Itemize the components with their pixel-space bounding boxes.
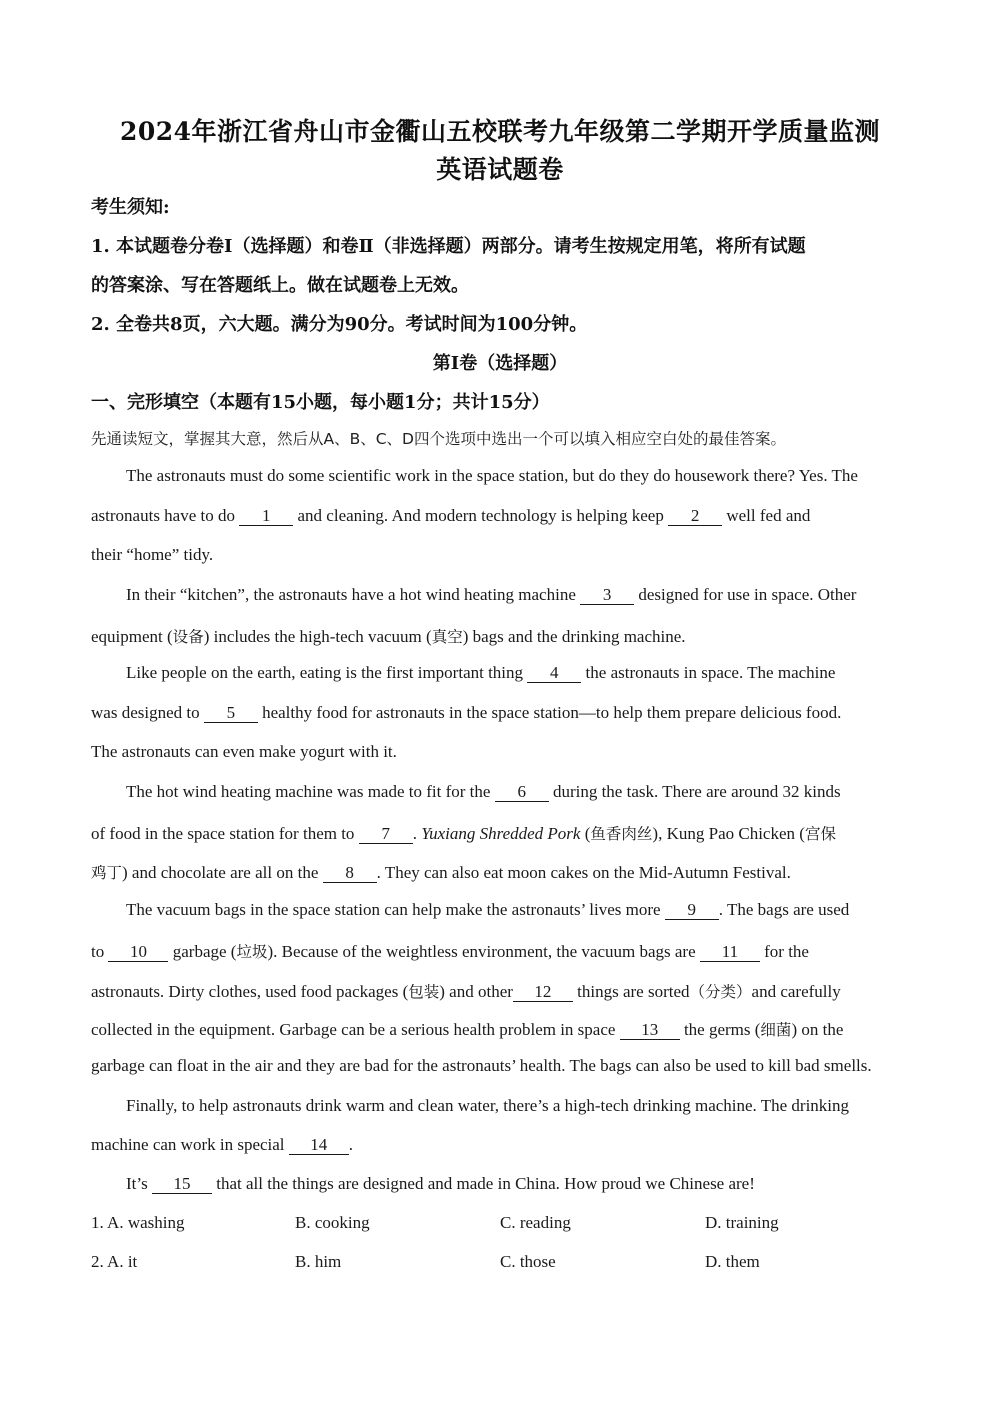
text-run: Finally, to help astronauts drink warm and clean water, there’s a high-tech drinking machine. The drinking (126, 1096, 850, 1115)
part-instruction: 先通读短文，掌握其大意，然后从A、B、C、D四个选项中选出一个可以填入相应空白处的最佳答案。 (91, 430, 786, 448)
q2-option-a: 2. A. it (91, 1252, 138, 1271)
text-run: ( (580, 824, 591, 843)
passage-line (126, 466, 858, 486)
passage-line (126, 782, 841, 802)
blank-6: 6 (495, 783, 549, 802)
text-run: the germs ( (679, 1020, 761, 1039)
cjk-gloss: 细菌 (760, 1021, 792, 1039)
text-run: ) and chocolate are all on the (122, 863, 323, 882)
passage-line (91, 625, 686, 647)
q2-option-b: B. him (295, 1252, 342, 1271)
text-run: The vacuum bags in the space station can help make the astronauts’ lives more (126, 900, 665, 919)
text-run: designed for use in space. Other (634, 585, 857, 604)
q2-option-c: C. those (500, 1252, 556, 1271)
q1-option-b: B. cooking (295, 1213, 370, 1232)
text-run: to (91, 942, 109, 961)
text-run: machine can work in special (91, 1135, 289, 1154)
blank-1: 1 (239, 507, 293, 526)
passage-line (126, 663, 835, 683)
cjk-gloss: 包装 (408, 983, 440, 1001)
passage-line (91, 545, 213, 565)
passage-line (126, 585, 856, 605)
text-run: ) includes the high-tech vacuum ( (203, 627, 432, 646)
blank-9: 9 (665, 901, 719, 920)
text-run: It’s (126, 1174, 152, 1193)
blank-7: 7 (359, 825, 413, 844)
passage-line (91, 980, 841, 1002)
blank-12: 12 (513, 983, 573, 1002)
text-run: astronauts have to do (91, 506, 240, 525)
text-run: the astronauts in space. The machine (581, 663, 836, 682)
q1-option-a: 1. A. washing (91, 1213, 185, 1232)
blank-3: 3 (580, 586, 634, 605)
cjk-gloss: 鱼香肉丝 (590, 825, 653, 843)
text-run: . (348, 1135, 354, 1154)
text-run: The astronauts can even make yogurt with it. (91, 742, 397, 761)
text-run: that all the things are designed and made in China. How proud we Chinese are! (211, 1174, 755, 1193)
blank-8: 8 (323, 864, 377, 883)
text-run: of food in the space station for them to (91, 824, 359, 843)
passage-line (91, 822, 836, 844)
dish-name-italic: Yuxiang Shredded Pork (421, 824, 581, 843)
text-run: collected in the equipment. Garbage can be a serious health problem in space (91, 1020, 620, 1039)
passage-line (91, 1135, 353, 1155)
passage-line (91, 506, 810, 526)
text-run: and cleaning. And modern technology is helping keep (293, 506, 669, 525)
cjk-gloss: 宫保 (804, 825, 836, 843)
text-run: well fed and (722, 506, 811, 525)
notice-heading: 考生须知: (91, 197, 170, 218)
text-run: astronauts. Dirty clothes, used food packages ( (91, 982, 409, 1001)
notice-item-1: 1. 本试题卷分卷Ⅰ（选择题）和卷Ⅱ（非选择题）两部分。请考生按规定用笔，将所有试题 (91, 236, 806, 257)
passage-line (91, 1056, 872, 1076)
text-run: . (412, 824, 422, 843)
text-run: The astronauts must do some scientific work in the space station, but do they do housework there? Yes. The (126, 466, 858, 485)
text-run: In their “kitchen”, the astronauts have a hot wind heating machine (126, 585, 581, 604)
blank-4: 4 (527, 664, 581, 683)
passage-line (91, 940, 809, 962)
blank-10: 10 (108, 943, 168, 962)
cjk-gloss: 真空 (431, 628, 463, 646)
q1-option-c: C. reading (500, 1213, 571, 1232)
text-run: . They can also eat moon cakes on the Mid-Autumn Festival. (376, 863, 791, 882)
text-run: . The bags are used (718, 900, 850, 919)
exam-title-line-1: 2024年浙江省舟山市金衢山五校联考九年级第二学期开学质量监测 (119, 117, 881, 146)
text-run: their “home” tidy. (91, 545, 214, 564)
text-run: Like people on the earth, eating is the first important thing (126, 663, 528, 682)
blank-14: 14 (289, 1136, 349, 1155)
exam-title-line-2: 英语试题卷 (436, 155, 564, 184)
cjk-gloss: 设备 (172, 628, 204, 646)
text-run: ). Because of the weightless environment, the vacuum bags are (267, 942, 700, 961)
text-run: ) and other (439, 982, 513, 1001)
text-run: and carefully (751, 982, 841, 1001)
text-run: was designed to (91, 703, 204, 722)
text-run: garbage can float in the air and they are bad for the astronauts’ health. The bags can also be used to kill bad smells. (91, 1056, 872, 1075)
passage-line (91, 703, 841, 723)
volume-title: 第Ⅰ卷（选择题） (432, 353, 568, 374)
blank-5: 5 (204, 704, 258, 723)
text-run: ) on the (791, 1020, 844, 1039)
text-run: during the task. There are around 32 kinds (548, 782, 841, 801)
text-run: for the (759, 942, 809, 961)
passage-line (91, 742, 397, 762)
text-run: equipment ( (91, 627, 173, 646)
q2-option-d: D. them (705, 1252, 760, 1271)
text-run: ) bags and the drinking machine. (462, 627, 686, 646)
passage-line (126, 1174, 755, 1194)
text-run: things are sorted (572, 982, 690, 1001)
passage-line (126, 1096, 849, 1116)
cjk-gloss: （分类） (689, 983, 752, 1001)
text-run: The hot wind heating machine was made to fit for the (126, 782, 495, 801)
notice-item-2: 2. 全卷共8页，六大题。满分为90分。考试时间为100分钟。 (91, 314, 588, 335)
passage-line (91, 1018, 843, 1040)
blank-13: 13 (620, 1021, 680, 1040)
blank-2: 2 (668, 507, 722, 526)
text-run: healthy food for astronauts in the space station—to help them prepare delicious food. (257, 703, 842, 722)
q1-option-d: D. training (705, 1213, 779, 1232)
blank-15: 15 (152, 1175, 212, 1194)
cjk-gloss: 垃圾 (236, 943, 268, 961)
passage-line (91, 861, 791, 883)
passage-line (126, 900, 849, 920)
notice-item-1-cont: 的答案涂、写在答题纸上。做在试题卷上无效。 (91, 275, 469, 296)
blank-11: 11 (700, 943, 760, 962)
part-title: 一、完形填空（本题有15小题，每小题1分；共计15分） (91, 392, 550, 413)
text-run: ), Kung Pao Chicken ( (652, 824, 805, 843)
text-run: garbage ( (168, 942, 237, 961)
cjk-gloss: 鸡丁 (91, 864, 123, 882)
